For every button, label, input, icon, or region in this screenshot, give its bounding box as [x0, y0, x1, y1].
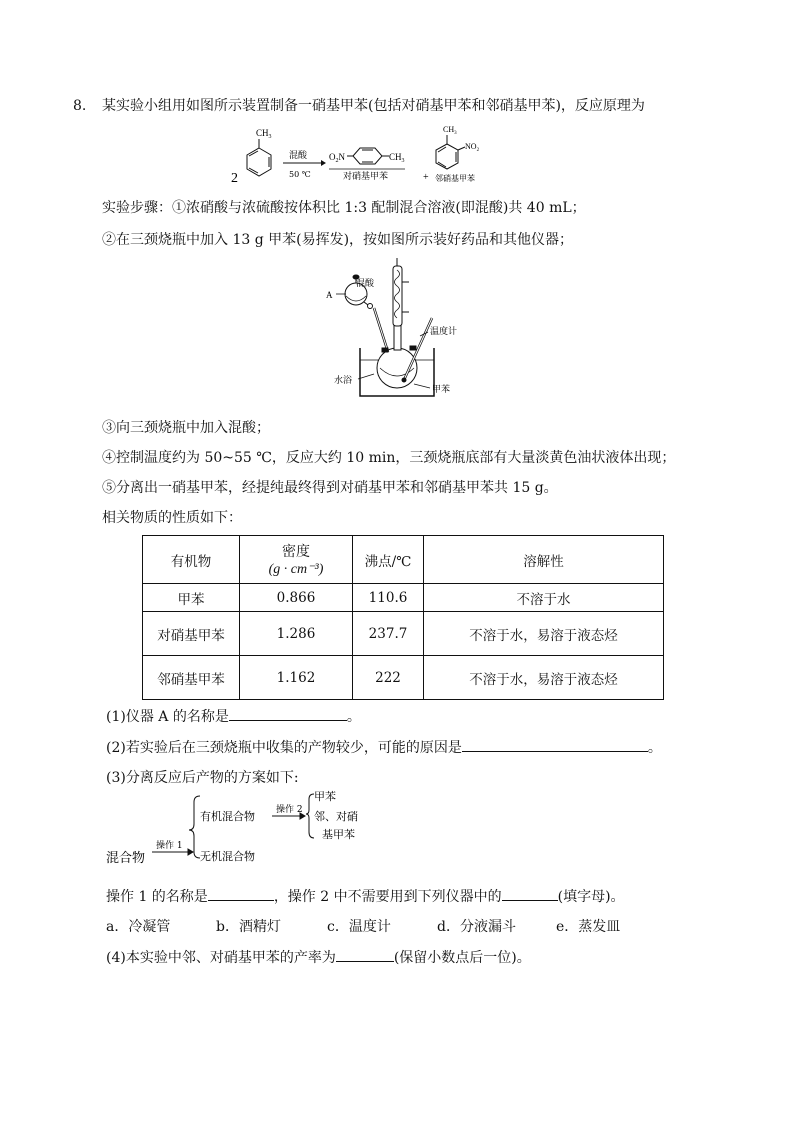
table-row — [143, 656, 664, 700]
properties-intro: 相关物质的性质如下： — [102, 510, 242, 526]
q2-answer-blank[interactable] — [462, 737, 648, 752]
label-mixed-acid: 混酸 — [356, 279, 375, 289]
para-ch3: $CH_3$ — [389, 152, 405, 164]
ortho-ch3: $CH_3$ — [443, 125, 457, 136]
header-density-unit: (g · cm⁻³) — [268, 562, 324, 577]
o2n-group: $O_2N$ — [329, 152, 345, 164]
cell-density: 1.286 — [240, 612, 353, 656]
q3: (3)分离反应后产物的方案如下: — [106, 770, 299, 786]
option-c: c．温度计 — [327, 919, 391, 935]
label-water-bath: 水浴 — [334, 376, 353, 386]
cell-solubility: 不溶于水，易溶于液态烃 — [424, 656, 664, 700]
op2-letter-blank[interactable] — [502, 886, 558, 901]
header-density-name: 密度 — [282, 544, 310, 560]
scheme-op2: 操作 2 — [276, 805, 303, 815]
plus-sign: + — [423, 172, 429, 183]
scheme-nitro-1: 邻、对硝 — [314, 810, 358, 823]
condition-label: 50 ℃ — [289, 170, 311, 179]
q2-text: (2)若实验后在三颈烧瓶中收集的产物较少，可能的原因是 — [106, 740, 462, 756]
ortho-no2: $NO_2$ — [465, 142, 480, 153]
q2-end: 。 — [647, 740, 662, 756]
question-intro: 某实验小组用如图所示装置制备一硝基甲苯(包括对硝基甲苯和邻硝基甲苯)，反应原理为 — [102, 98, 645, 114]
cell-density: 1.162 — [240, 656, 353, 700]
step-4: ④控制温度约为 50~55 ℃，反应大约 10 min，三颈烧瓶底部有大量淡黄色油状液体出现； — [102, 450, 676, 466]
table-row — [143, 612, 664, 656]
cell-boiling: 110.6 — [353, 584, 424, 612]
label-thermometer: 温度计 — [430, 327, 458, 337]
op1-name-blank[interactable] — [208, 886, 274, 901]
option-b: b．酒精灯 — [216, 919, 281, 935]
q4-end: (保留小数点后一位)。 — [393, 950, 531, 966]
cell-solubility: 不溶于水，易溶于液态烃 — [424, 612, 664, 656]
step-1-text: ①浓硝酸与浓硫酸按体积比 1:3 配制混合溶液(即混酸)共 40 mL； — [172, 200, 586, 216]
ortho-nitrotoluene-structure — [436, 135, 465, 169]
toluene-structure — [247, 139, 271, 176]
step-2: ②在三颈烧瓶中加入 13 g 甲苯(易挥发)，按如图所示装好药品和其他仪器； — [102, 232, 574, 248]
condenser — [393, 266, 402, 326]
mixture-brace — [189, 796, 200, 858]
steps-label: 实验步骤： — [102, 200, 172, 216]
scheme-toluene: 甲苯 — [314, 790, 336, 803]
q4-answer-blank[interactable] — [336, 947, 394, 962]
reaction-coefficient: 2 — [231, 171, 238, 186]
table-row — [143, 584, 664, 612]
q3-text-b: ，操作 2 中不需要用到下列仪器中的 — [273, 889, 502, 905]
scheme-inorganic: 无机混合物 — [200, 850, 255, 863]
scheme-op1: 操作 1 — [156, 841, 183, 851]
q3-text-a: 操作 1 的名称是 — [106, 889, 208, 905]
option-a: a．冷凝管 — [106, 919, 171, 935]
q3-question — [106, 886, 625, 907]
products-brace — [306, 794, 314, 838]
product1-label: 对硝基甲苯 — [343, 172, 389, 182]
header-solubility: 溶解性 — [424, 536, 664, 584]
cell-density: 0.866 — [240, 584, 353, 612]
cell-name: 甲苯 — [143, 584, 240, 612]
step-3: ③向三颈烧瓶中加入混酸； — [102, 420, 270, 436]
q4 — [106, 947, 531, 968]
q1-end: 。 — [346, 709, 361, 725]
cell-boiling: 237.7 — [353, 612, 424, 656]
separation-scheme — [104, 790, 384, 870]
header-density — [240, 536, 353, 584]
header-boiling-point: 沸点/℃ — [353, 536, 424, 584]
para-nitrotoluene-structure — [347, 148, 389, 164]
q2 — [106, 737, 662, 758]
cell-name: 对硝基甲苯 — [143, 612, 240, 656]
apparatus-diagram — [310, 256, 470, 408]
step-5: ⑤分离出一硝基甲苯，经提纯最终得到对硝基甲苯和邻硝基甲苯共 15 g。 — [102, 480, 558, 496]
question-number: 8. — [73, 98, 87, 114]
header-organic: 有机物 — [143, 536, 240, 584]
cell-boiling: 222 — [353, 656, 424, 700]
label-toluene: 甲苯 — [432, 385, 451, 395]
scheme-mixture: 混合物 — [106, 851, 146, 866]
three-neck-flask — [377, 348, 417, 388]
toluene-ch3: $CH_3$ — [256, 128, 272, 140]
reaction-scheme — [225, 122, 495, 190]
scheme-organic: 有机混合物 — [200, 810, 255, 823]
q3-text-c: (填字母)。 — [557, 889, 625, 905]
step-1 — [102, 198, 586, 218]
scheme-nitro-2: 基甲苯 — [322, 828, 355, 841]
cell-solubility: 不溶于水 — [424, 584, 664, 612]
properties-table — [142, 535, 664, 700]
product2-label: 邻硝基甲苯 — [435, 174, 475, 183]
q1 — [106, 706, 361, 727]
option-d: d．分液漏斗 — [437, 919, 516, 935]
q4-text: (4)本实验中邻、对硝基甲苯的产率为 — [106, 950, 336, 966]
cell-name: 邻硝基甲苯 — [143, 656, 240, 700]
option-e: e．蒸发皿 — [556, 919, 621, 935]
table-header-row — [143, 536, 664, 584]
q1-text: (1)仪器 A 的名称是 — [106, 709, 229, 725]
q1-answer-blank[interactable] — [229, 706, 347, 721]
reagent-label: 混酸 — [289, 151, 308, 161]
label-a: A — [326, 290, 333, 300]
